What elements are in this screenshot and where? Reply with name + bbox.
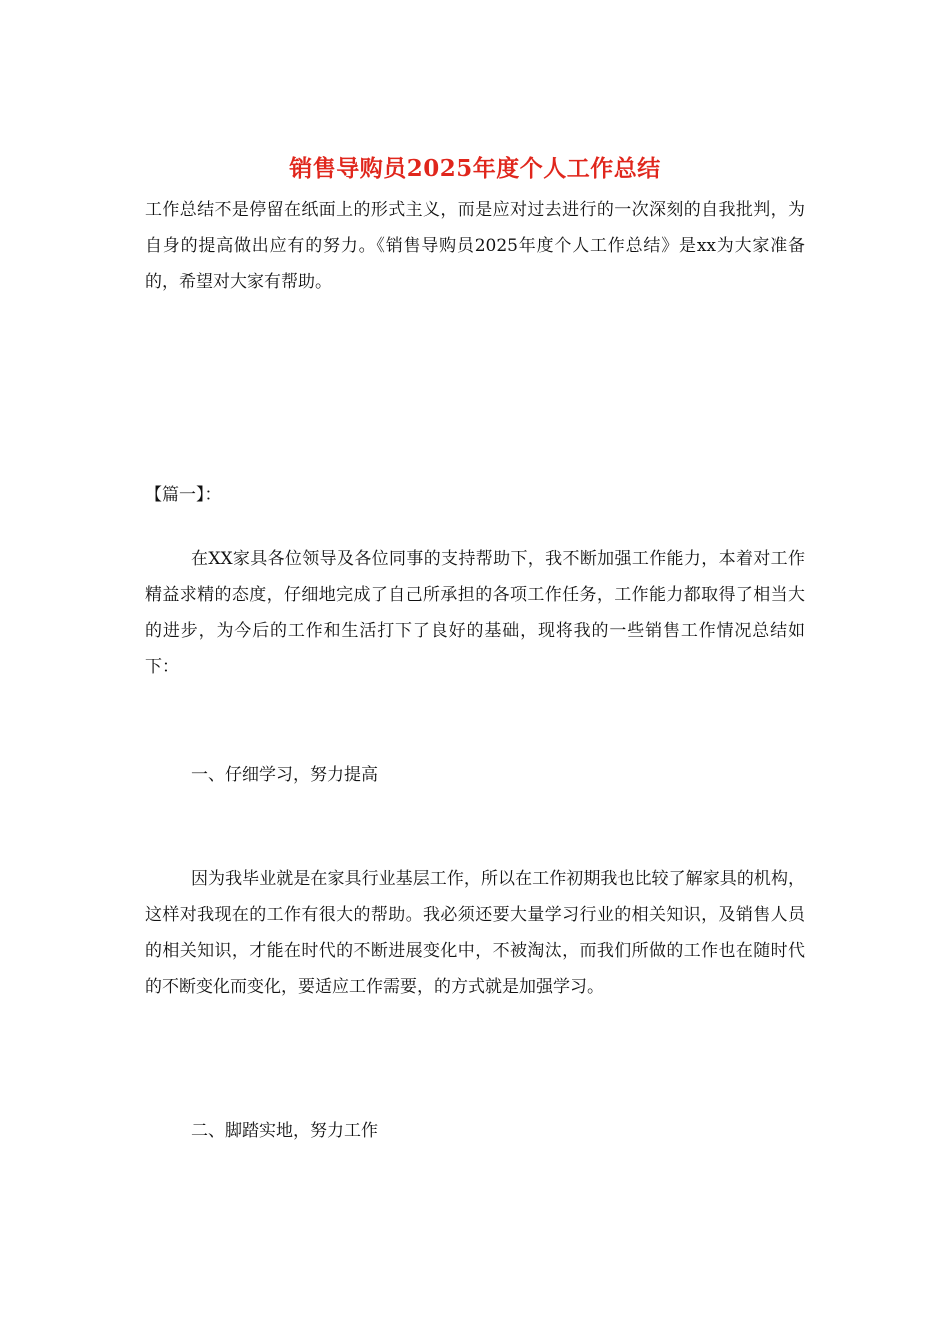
section-heading-1: 一、仔细学习，努力提高 [191, 765, 378, 785]
section-heading-2: 二、脚踏实地，努力工作 [191, 1121, 378, 1141]
document-title: 销售导购员2025年度个人工作总结 [289, 155, 661, 182]
body-paragraph-1: 在XX家具各位领导及各位同事的支持帮助下，我不断加强工作能力，本着对工作精益求精的态度，仔细地完成了自己所承担的各项工作任务，工作能力都取得了相当大的进步，为今后的工作和生活打下了良好的基础，现将我的一些销售工作情况总结如下： [145, 549, 805, 677]
intro-paragraph: 工作总结不是停留在纸面上的形式主义，而是应对过去进行的一次深刻的自我批判，为自身的提高做出应有的努力。《销售导购员2025年度个人工作总结》是xx为大家准备的，希望对大家有帮助。 [145, 200, 805, 292]
section-tag: 【篇一】： [145, 485, 222, 505]
body-paragraph-2: 因为我毕业就是在家具行业基层工作，所以在工作初期我也比较了解家具的机构，这样对我现在的工作有很大的帮助。我必须还要大量学习行业的相关知识，及销售人员的相关知识，才能在时代的不断进展变化中，不被淘汰，而我们所做的工作也在随时代的不断变化而变化，要适应工作需要，的方式就是加强学习。 [145, 869, 805, 997]
